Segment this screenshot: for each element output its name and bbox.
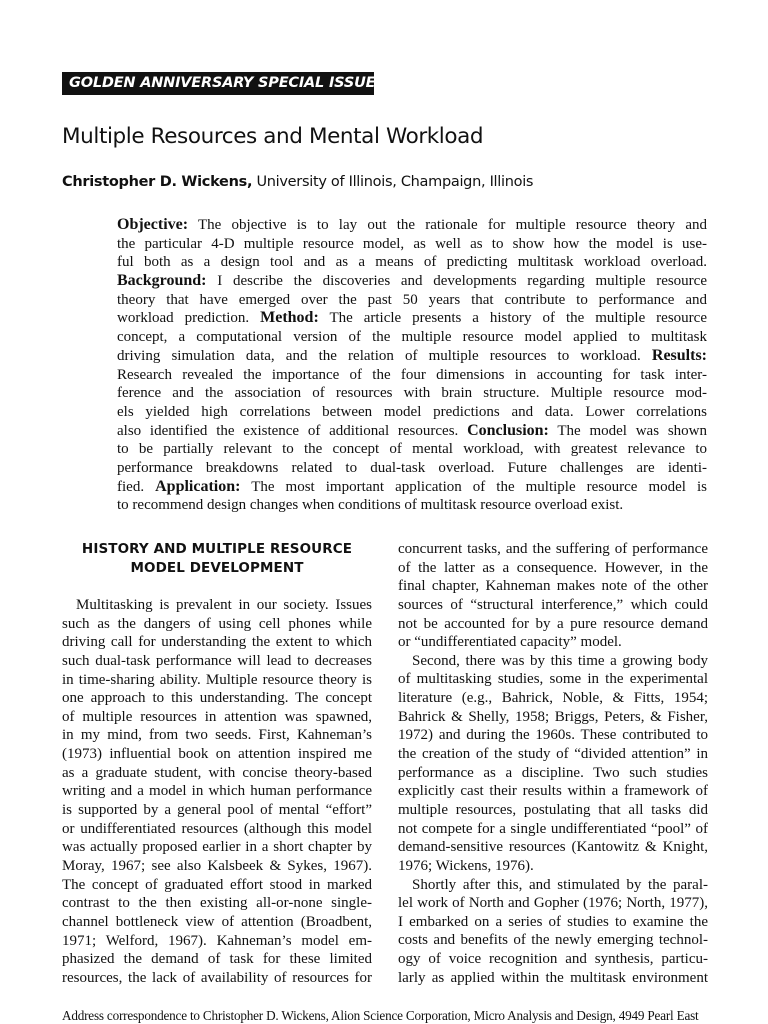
- paragraph-line: sources of “structural interference,” which could: [398, 596, 708, 613]
- paragraph-line: I embarked on a series of studies to examine the: [398, 913, 708, 930]
- paragraph-line: in time-sharing ability. Multiple resource theory is: [62, 671, 372, 688]
- paragraph-line: concurrent tasks, and the suffering of performance: [398, 541, 708, 557]
- abstract: [117, 216, 707, 515]
- abstract-label: Method:: [260, 309, 319, 327]
- abstract-text: fied.: [117, 478, 156, 495]
- paragraph-line: of multitasking studies, some in the experimental: [398, 671, 708, 688]
- paragraph-line: resources, the lack of availability of resources for: [62, 969, 372, 986]
- paragraph-line: was actually proposed earlier in a short chapter by: [62, 839, 372, 856]
- abstract-text: The most important application of the multiple resource model is: [240, 478, 707, 495]
- abstract-label: Objective:: [117, 216, 189, 233]
- paragraph-line: driving call for understanding the extent to which: [62, 634, 372, 651]
- abstract-text: to recommend design changes when conditions of multitask resource overload exist.: [117, 497, 624, 514]
- abstract-label: Conclusion:: [467, 421, 549, 439]
- paragraph-line: or undifferentiated resources (although this model: [62, 820, 372, 837]
- abstract-text: I describe the discoveries and developments regarding multiple resource: [206, 273, 707, 290]
- paragraph-line: Multitasking is prevalent in our society. Issues: [76, 597, 372, 613]
- abstract-text: ference and the association of resources with brain structure. Multiple resource mod-: [117, 385, 707, 402]
- abstract-line: [117, 384, 707, 403]
- paragraph-line: is supported by a general pool of mental “effort”: [62, 802, 372, 819]
- abstract-line: [117, 366, 707, 385]
- abstract-line: [117, 272, 707, 291]
- abstract-text: concept, a computational version of the multiple resource model applied to multitask: [117, 329, 707, 346]
- paragraph-line: 1971; Welford, 1967). Kahneman’s model em-: [62, 932, 372, 949]
- abstract-text: to be partially relevant to the concept of mental workload, with greatest relevance to: [117, 441, 707, 458]
- paragraph-line: multiple resources, postulating that all tasks did: [398, 801, 708, 818]
- abstract-line: [117, 347, 707, 366]
- paragraph-line: costs and benefits of the newly emerging technol-: [398, 932, 708, 949]
- author-affiliation: University of Illinois, Champaign, Illinois: [252, 174, 534, 190]
- paragraph-line: one approach to this understanding. The concept: [62, 690, 372, 707]
- paragraph-line: lel work of North and Gopher (1976; North, 1977),: [398, 895, 708, 912]
- paragraph-line: 1976; Wickens, 1976).: [398, 857, 534, 874]
- paragraph-line: (1973) influential book on attention inspired me: [62, 746, 372, 763]
- author-line: [62, 174, 533, 190]
- paragraph-line: performance as a discipline. Two such studies: [398, 764, 708, 781]
- paragraph-line: of multiple resources in attention was spawned,: [62, 708, 372, 725]
- paragraph-line: Shortly after this, and stimulated by the paral-: [412, 876, 708, 893]
- paragraph-line: channel bottleneck view of attention (Broadbent,: [62, 913, 372, 930]
- abstract-label: Application:: [155, 477, 241, 495]
- paragraph-line: 1972) and during the 1960s. These contributed to: [398, 727, 708, 744]
- abstract-line: [117, 496, 707, 515]
- left-column: [62, 540, 372, 987]
- abstract-line: [117, 253, 707, 272]
- author-name: Christopher D. Wickens,: [62, 174, 253, 190]
- abstract-line: [117, 309, 707, 328]
- abstract-text: workload prediction.: [117, 310, 261, 327]
- abstract-text: els yielded high correlations between model predictions and data. Lower correlations: [117, 403, 707, 420]
- paragraph-line: contrast to the then existing all-or-none single-: [62, 895, 372, 912]
- abstract-text: also identified the existence of additional resources.: [117, 422, 468, 439]
- paragraph-line: writing and a model in which human performance: [62, 783, 372, 800]
- abstract-line: [117, 328, 707, 347]
- paragraph-line: as a graduate student, with concise theory-based: [62, 764, 372, 781]
- paragraph-line: The concept of graduated effort stood in marked: [62, 876, 372, 893]
- paragraph-line: literature (e.g., Bahrick, Noble, & Fitts, 1954;: [398, 690, 708, 707]
- paragraph-line: final chapter, Kahneman makes note of the other: [398, 578, 708, 595]
- abstract-line: [117, 422, 707, 441]
- abstract-text: driving simulation data, and the relation of multiple resources to workload.: [117, 347, 652, 364]
- abstract-line: [117, 459, 707, 478]
- paragraph-line: phasized the demand of task for these limited: [62, 951, 372, 968]
- special-issue-banner: GOLDEN ANNIVERSARY SPECIAL ISSUE: [62, 72, 374, 95]
- abstract-line: [117, 440, 707, 459]
- abstract-label: Background:: [117, 272, 207, 290]
- abstract-text: The article presents a history of the multiple resource: [318, 310, 707, 327]
- paragraph-line: explicitly cast their results within a framework of: [398, 783, 708, 800]
- paragraph-line: such dual-task performance will lead to decreases: [62, 652, 372, 669]
- paragraph-line: demand-sensitive resources (Kantowitz & Knight,: [398, 839, 708, 856]
- paragraph-line: larly as applied within the multitask environment: [398, 969, 708, 986]
- abstract-text: ful both as a design tool and as a means of predicting multitask workload overload.: [117, 254, 707, 271]
- paragraph-line: ogy of voice recognition and synthesis, particu-: [398, 951, 708, 968]
- abstract-label: Results:: [651, 346, 707, 364]
- paragraph-line: in my mind, from two seeds. First, Kahneman’s: [62, 727, 372, 744]
- left-column-body: [62, 596, 372, 987]
- right-column: [398, 540, 708, 987]
- paragraph-line: Second, there was by this time a growing body: [412, 652, 708, 669]
- paragraph-line: the creation of the study of “divided attention” in: [398, 746, 708, 763]
- paragraph-line: not be accounted for by a pure resource demand: [398, 615, 708, 632]
- abstract-text: Research revealed the importance of the four dimensions in accounting for task inter-: [117, 366, 707, 383]
- abstract-text: The model was shown: [548, 422, 707, 439]
- abstract-line: [117, 403, 707, 422]
- section-heading: [62, 540, 372, 578]
- paragraph-line: of the latter as a consequence. However, in the: [398, 559, 708, 576]
- section-heading-line: MODEL DEVELOPMENT: [130, 560, 304, 576]
- correspondence-footnote: Address correspondence to Christopher D. Wickens, Alion Science Corporation, Micro Analysis and Design, 4949 Pearl East: [62, 1008, 699, 1023]
- section-heading-line: HISTORY AND MULTIPLE RESOURCE: [81, 541, 353, 557]
- abstract-text: The objective is to lay out the rationale for multiple resource theory and: [188, 217, 707, 233]
- paragraph-line: such as the dangers of using cell phones while: [62, 615, 372, 632]
- article-title: Multiple Resources and Mental Workload: [62, 124, 484, 149]
- abstract-line: [117, 478, 707, 497]
- abstract-line: [117, 235, 707, 254]
- paragraph-line: or “undifferentiated capacity” model.: [398, 634, 622, 651]
- abstract-line: [117, 216, 707, 235]
- abstract-text: performance breakdowns related to dual-task overload. Future challenges are identi-: [117, 459, 707, 476]
- abstract-line: [117, 291, 707, 310]
- paragraph-line: Moray, 1967; see also Kalsbeek & Sykes, 1967).: [62, 857, 372, 874]
- paragraph-line: Bahrick & Shelly, 1958; Briggs, Peters, & Fisher,: [398, 708, 708, 725]
- abstract-text: theory that have emerged over the past 50 years that contribute to performance and: [117, 291, 707, 308]
- abstract-text: the particular 4-D multiple resource model, as well as to show how the model is use-: [117, 235, 707, 252]
- paragraph-line: not compete for a single undifferentiated “pool” of: [398, 820, 708, 837]
